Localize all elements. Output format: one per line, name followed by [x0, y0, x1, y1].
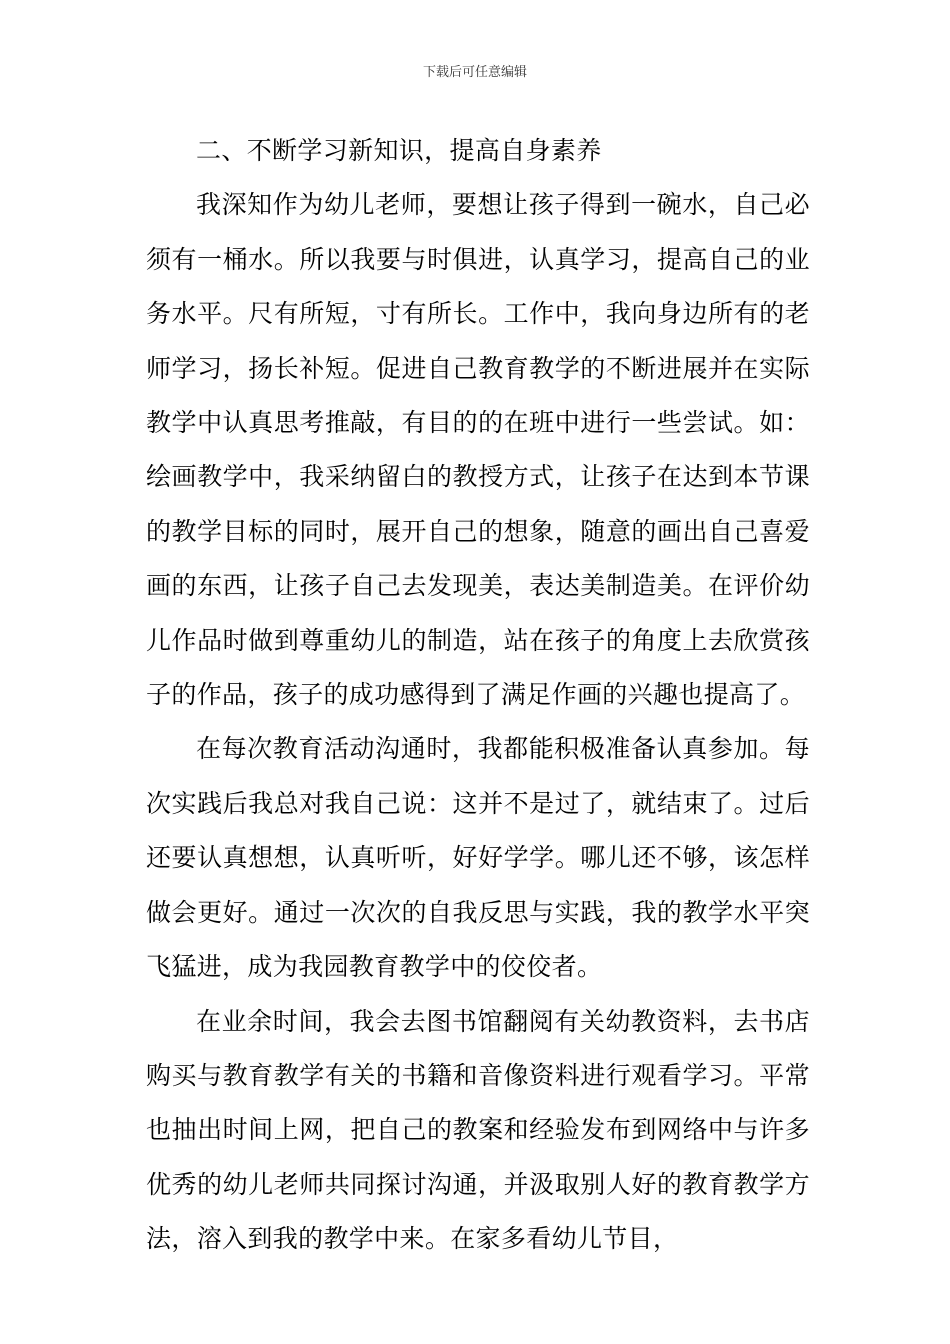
header-note: 下载后可任意编辑 — [422, 65, 527, 80]
paragraph-2: 在每次教育活动沟通时，我都能积极准备认真参加。每次实践后我总对我自己说：这并不是过了，就结束了。过后还要认真想想，认真听听，好好学学。哪儿还不够，该怎样做会更好。通过一次次的自我反思与实践，我的教学水平突飞猛进，成为我园教育教学中的佼佼者。 — [146, 734, 810, 982]
paragraph-3: 在业余时间，我会去图书馆翻阅有关幼教资料，去书店购买与教育教学有关的书籍和音像资料进行观看学习。平常也抽出时间上网，把自己的教案和经验发布到网络中与许多优秀的幼儿老师共同探讨沟通，并汲取别人好的教育教学方法，溶入到我的教学中来。在家多看幼儿节目， — [146, 1006, 810, 1254]
paragraph-1: 我深知作为幼儿老师，要想让孩子得到一碗水，自己必须有一桶水。所以我要与时俱进，认真学习，提高自己的业务水平。尺有所短，寸有所长。工作中，我向身边所有的老师学习，扬长补短。促进自己教育教学的不断进展并在实际教学中认真思考推敲，有目的的在班中进行一些尝试。如：绘画教学中，我采纳留白的教授方式，让孩子在达到本节课的教学目标的同时，展开自己的想象，随意的画出自己喜爱画的东西，让孩子自己去发现美，表达美制造美。在评价幼儿作品时做到尊重幼儿的制造，站在孩子的角度上去欣赏孩子的作品，孩子的成功感得到了满足作画的兴趣也提高了。 — [146, 190, 810, 710]
section-heading: 二、不断学习新知识，提高自身素养 — [196, 136, 602, 165]
document-body — [146, 124, 810, 1267]
